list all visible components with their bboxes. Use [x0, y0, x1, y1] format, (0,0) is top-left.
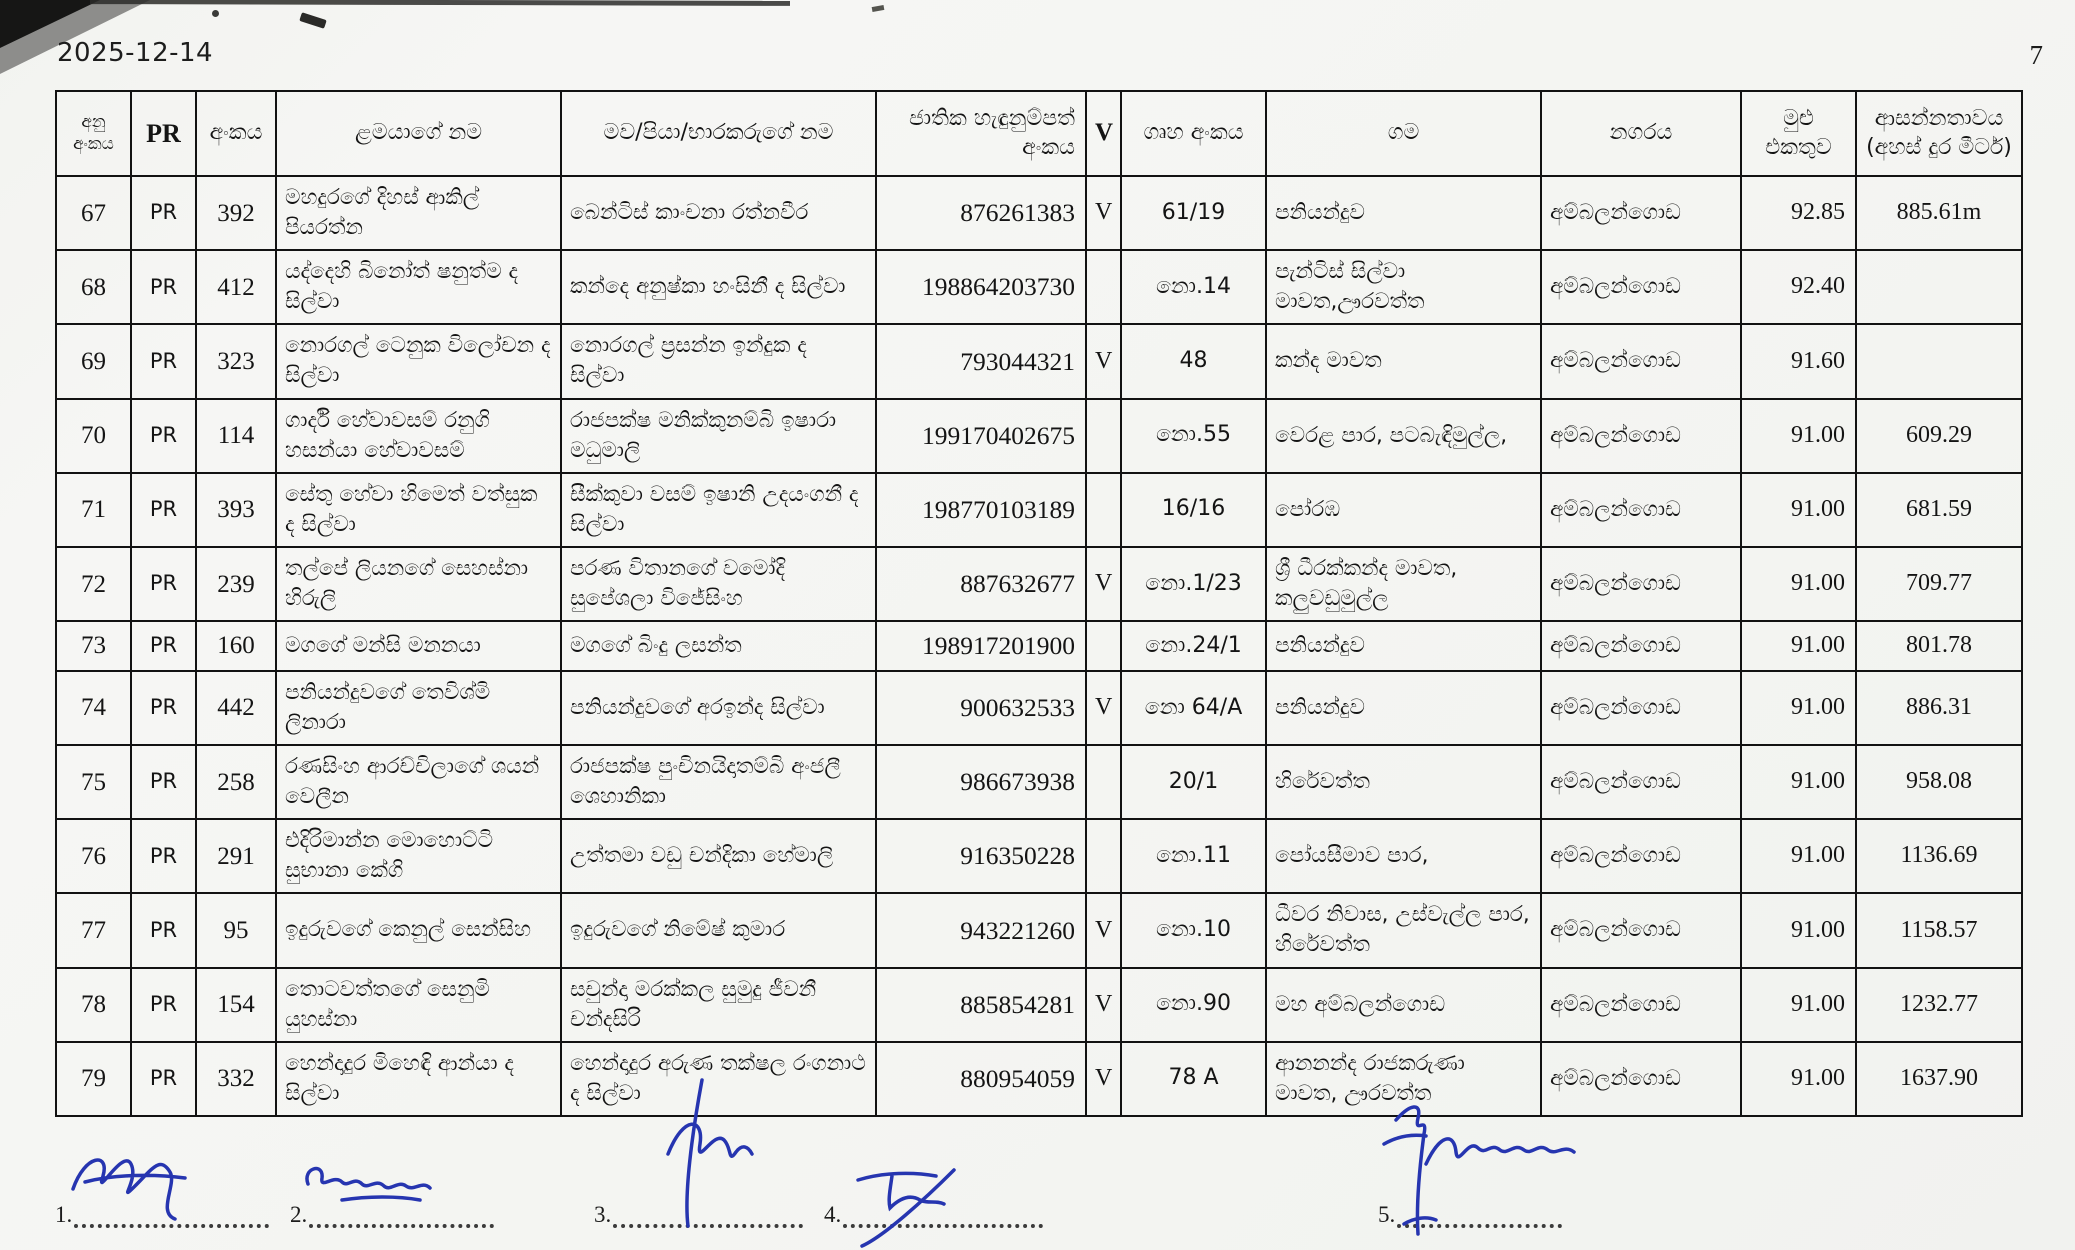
cell-guardian-name: ඉදුරුවගේ නිමේෂ් කුමාර	[561, 893, 876, 967]
signature-ink	[844, 1150, 1014, 1250]
header-number: අංකය	[196, 91, 276, 176]
cell-guardian-name: මගගේ බිංදු ලසන්ත	[561, 621, 876, 671]
cell-number: 442	[196, 671, 276, 745]
signature-label: 4.	[824, 1202, 842, 1227]
cell-child-name: තල්පේ ලියනගේ සෙහස්නා හිරුලි	[276, 547, 561, 621]
header-town: නගරය	[1541, 91, 1741, 176]
cell-guardian-name: රාජපක්ෂ පුංචිනයිදාතම්බි අංජලී ශෙහානිකා	[561, 745, 876, 819]
cell-town: අම්බලන්ගොඩ	[1541, 893, 1741, 967]
cell-guardian-name: උත්තමා වඩු චන්දිකා හේමාලි	[561, 819, 876, 893]
cell-child-name: රණසිංහ ආරච්චිලාගේ ශයන් වෙලීන	[276, 745, 561, 819]
table-row	[56, 671, 2022, 745]
cell-town: අම්බලන්ගොඩ	[1541, 176, 1741, 250]
cell-pr: PR	[131, 473, 196, 547]
cell-pr: PR	[131, 399, 196, 473]
cell-nic: 198770103189	[876, 473, 1086, 547]
cell-v	[1086, 621, 1121, 671]
cell-town: අම්බලන්ගොඩ	[1541, 324, 1741, 398]
cell-town: අම්බලන්ගොඩ	[1541, 547, 1741, 621]
cell-no: 74	[56, 671, 131, 745]
cell-distance: 1637.90	[1856, 1042, 2022, 1116]
cell-distance	[1856, 324, 2022, 398]
cell-guardian-name: පරණ විතානගේ වමෝදි සුපේශලා විජේසිංහ	[561, 547, 876, 621]
cell-house-no: 78 A	[1121, 1042, 1266, 1116]
page-number: 7	[2029, 40, 2043, 70]
cell-pr: PR	[131, 324, 196, 398]
cell-total: 91.00	[1741, 893, 1856, 967]
cell-house-no: නො.1/23	[1121, 547, 1266, 621]
cell-pr: PR	[131, 671, 196, 745]
records-table	[55, 90, 2023, 1117]
cell-town: අම්බලන්ගොඩ	[1541, 250, 1741, 324]
cell-child-name: එදිරිමාන්න මොහොට්ටි සුභානා කේගි	[276, 819, 561, 893]
cell-child-name: නොරගල් ටෙනුක විලෝචන ද සිල්වා	[276, 324, 561, 398]
cell-no: 79	[56, 1042, 131, 1116]
cell-distance: 609.29	[1856, 399, 2022, 473]
cell-nic: 198917201900	[876, 621, 1086, 671]
table-row	[56, 176, 2022, 250]
cell-child-name: තොටවත්තගේ සෙනුමි යුහස්නා	[276, 968, 561, 1042]
cell-guardian-name: නොරගල් ප්‍රසන්න ඉන්දුක ද සිල්වා	[561, 324, 876, 398]
cell-house-no: නො.24/1	[1121, 621, 1266, 671]
signature-slot-4	[824, 1202, 1043, 1228]
cell-total: 91.00	[1741, 473, 1856, 547]
cell-distance	[1856, 250, 2022, 324]
cell-village: පනියන්දුව	[1266, 671, 1541, 745]
cell-total: 91.00	[1741, 968, 1856, 1042]
cell-house-no: 20/1	[1121, 745, 1266, 819]
cell-house-no: නො.55	[1121, 399, 1266, 473]
cell-v	[1086, 473, 1121, 547]
signature-line	[309, 1224, 494, 1228]
cell-nic: 198864203730	[876, 250, 1086, 324]
cell-nic: 943221260	[876, 893, 1086, 967]
cell-number: 114	[196, 399, 276, 473]
cell-child-name: හෙන්දාදුර මිහෙඳි ආන්යා ද සිල්වා	[276, 1042, 561, 1116]
cell-v: V	[1086, 324, 1121, 398]
cell-village: පෝරඹ	[1266, 473, 1541, 547]
table-row	[56, 1042, 2022, 1116]
cell-v: V	[1086, 176, 1121, 250]
cell-pr: PR	[131, 745, 196, 819]
signature-row	[0, 1150, 2075, 1240]
cell-nic: 900632533	[876, 671, 1086, 745]
cell-no: 77	[56, 893, 131, 967]
cell-total: 91.00	[1741, 671, 1856, 745]
cell-number: 392	[196, 176, 276, 250]
cell-village: ආනනන්ද රාජකරුණා මාවත, ඌරවත්ත	[1266, 1042, 1541, 1116]
cell-house-no: නො.14	[1121, 250, 1266, 324]
cell-no: 71	[56, 473, 131, 547]
cell-town: අම්බලන්ගොඩ	[1541, 399, 1741, 473]
cell-village: පනියන්දුව	[1266, 621, 1541, 671]
cell-village: ශ්‍රී ධීරක්කන්ද මාවත, කලුවඩුමුල්ල	[1266, 547, 1541, 621]
cell-village: පනියන්දුව	[1266, 176, 1541, 250]
cell-number: 258	[196, 745, 276, 819]
cell-child-name: යද්දෙහි බිනෝත් ෂනුත්ම ද සිල්වා	[276, 250, 561, 324]
cell-nic: 199170402675	[876, 399, 1086, 473]
cell-total: 91.60	[1741, 324, 1856, 398]
table-body	[56, 176, 2022, 1116]
cell-distance: 1136.69	[1856, 819, 2022, 893]
table-row	[56, 819, 2022, 893]
scan-speck	[299, 12, 327, 29]
cell-distance: 1232.77	[1856, 968, 2022, 1042]
signature-line	[1397, 1224, 1562, 1228]
cell-pr: PR	[131, 547, 196, 621]
cell-total: 91.00	[1741, 621, 1856, 671]
cell-no: 67	[56, 176, 131, 250]
cell-child-name: සේතු හේවා හිමෙත් වත්සුක ද සිල්වා	[276, 473, 561, 547]
cell-house-no: 61/19	[1121, 176, 1266, 250]
cell-no: 69	[56, 324, 131, 398]
cell-number: 239	[196, 547, 276, 621]
signature-line	[74, 1224, 269, 1228]
table-header-row	[56, 91, 2022, 176]
table-row	[56, 547, 2022, 621]
cell-total: 92.85	[1741, 176, 1856, 250]
cell-nic: 986673938	[876, 745, 1086, 819]
cell-number: 291	[196, 819, 276, 893]
cell-guardian-name: බෙන්ටිස් කාංචනා රත්නවීර	[561, 176, 876, 250]
cell-distance: 709.77	[1856, 547, 2022, 621]
cell-v: V	[1086, 671, 1121, 745]
cell-total: 91.00	[1741, 547, 1856, 621]
cell-house-no: නො.90	[1121, 968, 1266, 1042]
cell-pr: PR	[131, 968, 196, 1042]
cell-village: පැන්ටිස් සිල්වා මාවත,ඌරවත්ත	[1266, 250, 1541, 324]
cell-nic: 887632677	[876, 547, 1086, 621]
cell-child-name: මහදුරගේ දිහස් ආකිල් පියරත්න	[276, 176, 561, 250]
cell-no: 70	[56, 399, 131, 473]
signature-slot-1	[55, 1202, 269, 1228]
cell-house-no: නො 64/A	[1121, 671, 1266, 745]
cell-house-no: 16/16	[1121, 473, 1266, 547]
cell-village: වෙරළ පාර, පටබැඳිමුල්ල,	[1266, 399, 1541, 473]
cell-village: හිරේවත්ත	[1266, 745, 1541, 819]
header-distance: ආසන්නතාවය (අහස් දුර මීටර්)	[1856, 91, 2022, 176]
signature-ink	[298, 1154, 478, 1220]
header-house-no: ගෘහ අංකය	[1121, 91, 1266, 176]
cell-distance: 886.31	[1856, 671, 2022, 745]
header-nic: ජාතික හැඳුනුම්පත් අංකය	[876, 91, 1086, 176]
cell-v	[1086, 819, 1121, 893]
scan-edge-artifact	[90, 0, 790, 6]
cell-total: 91.00	[1741, 745, 1856, 819]
signature-slot-3	[594, 1202, 803, 1228]
cell-child-name: මගගේ මන්සි මනනයා	[276, 621, 561, 671]
table-row	[56, 968, 2022, 1042]
cell-guardian-name: සචුන්දා මරක්කල සුමුදු ජීවනී චන්දසිරි	[561, 968, 876, 1042]
cell-nic: 793044321	[876, 324, 1086, 398]
cell-no: 68	[56, 250, 131, 324]
cell-child-name: ඉදුරුවගේ කෙනුල් සෙන්සිහ	[276, 893, 561, 967]
cell-total: 91.00	[1741, 1042, 1856, 1116]
signature-label: 1.	[55, 1202, 73, 1227]
cell-distance: 801.78	[1856, 621, 2022, 671]
cell-house-no: 48	[1121, 324, 1266, 398]
cell-guardian-name: සීක්කුවා වසම් ඉෂානි උදයංගනී ද සිල්වා	[561, 473, 876, 547]
cell-pr: PR	[131, 1042, 196, 1116]
cell-guardian-name: රාජපක්ෂ මනික්කුනම්බි ඉෂාරා මධුමාලි	[561, 399, 876, 473]
scan-speck	[212, 10, 219, 17]
cell-v: V	[1086, 893, 1121, 967]
table-row	[56, 745, 2022, 819]
cell-total: 91.00	[1741, 399, 1856, 473]
table-row	[56, 473, 2022, 547]
cell-pr: PR	[131, 621, 196, 671]
cell-nic: 876261383	[876, 176, 1086, 250]
cell-nic: 880954059	[876, 1042, 1086, 1116]
cell-v	[1086, 399, 1121, 473]
cell-no: 73	[56, 621, 131, 671]
document-date: 2025-12-14	[57, 38, 214, 68]
signature-line	[843, 1224, 1043, 1228]
cell-no: 72	[56, 547, 131, 621]
cell-no: 75	[56, 745, 131, 819]
header-v: V	[1086, 91, 1121, 176]
cell-guardian-name: කන්දෙ අනුෂ්කා හංසිනී ද සිල්වා	[561, 250, 876, 324]
signature-slot-2	[290, 1202, 494, 1228]
cell-child-name: පනියන්දුවගේ තෙවිශ්මි ලිනාරා	[276, 671, 561, 745]
table-row	[56, 621, 2022, 671]
scan-speck	[872, 5, 885, 12]
cell-village: කන්ද මාවත	[1266, 324, 1541, 398]
header-village: ගම	[1266, 91, 1541, 176]
cell-distance: 681.59	[1856, 473, 2022, 547]
header-child-name: ළමයාගේ නම	[276, 91, 561, 176]
cell-guardian-name: හෙන්දාදුර අරුණ තක්ෂල රංගනාථ ද සිල්වා	[561, 1042, 876, 1116]
cell-total: 92.40	[1741, 250, 1856, 324]
signature-label: 5.	[1378, 1202, 1396, 1227]
cell-number: 332	[196, 1042, 276, 1116]
table-row	[56, 893, 2022, 967]
cell-distance: 1158.57	[1856, 893, 2022, 967]
cell-v	[1086, 250, 1121, 324]
records-table-wrapper	[55, 90, 2021, 1117]
cell-pr: PR	[131, 250, 196, 324]
cell-number: 154	[196, 968, 276, 1042]
cell-town: අම්බලන්ගොඩ	[1541, 968, 1741, 1042]
cell-town: අම්බලන්ගොඩ	[1541, 671, 1741, 745]
cell-v: V	[1086, 1042, 1121, 1116]
cell-village: ධීවර නිවාස, උස්වැල්ල පාර, හිරේවත්ත	[1266, 893, 1541, 967]
cell-town: අම්බලන්ගොඩ	[1541, 819, 1741, 893]
signature-line	[613, 1224, 803, 1228]
signature-slot-5	[1378, 1202, 1562, 1228]
cell-nic: 916350228	[876, 819, 1086, 893]
cell-number: 393	[196, 473, 276, 547]
header-guardian-name: මව/පියා/භාරකරුගේ නම	[561, 91, 876, 176]
cell-number: 323	[196, 324, 276, 398]
cell-v: V	[1086, 547, 1121, 621]
header-pr: PR	[131, 91, 196, 176]
cell-number: 95	[196, 893, 276, 967]
cell-child-name: ගාර්දි හේවාවසම් රනුගි හසන්යා හේවාවසම්	[276, 399, 561, 473]
cell-distance: 958.08	[1856, 745, 2022, 819]
cell-guardian-name: පනියන්දුවගේ අරඉන්ද සිල්වා	[561, 671, 876, 745]
signature-label: 3.	[594, 1202, 612, 1227]
cell-v: V	[1086, 968, 1121, 1042]
table-row	[56, 250, 2022, 324]
cell-house-no: නො.11	[1121, 819, 1266, 893]
cell-v	[1086, 745, 1121, 819]
cell-town: අම්බලන්ගොඩ	[1541, 621, 1741, 671]
signature-ink	[65, 1134, 245, 1224]
cell-nic: 885854281	[876, 968, 1086, 1042]
signature-label: 2.	[290, 1202, 308, 1227]
cell-distance: 885.61m	[1856, 176, 2022, 250]
cell-village: මහ අම්බලන්ගොඩ	[1266, 968, 1541, 1042]
cell-pr: PR	[131, 819, 196, 893]
header-total: මුළු එකතුව	[1741, 91, 1856, 176]
cell-village: පෝයසීමාව පාර,	[1266, 819, 1541, 893]
cell-no: 76	[56, 819, 131, 893]
table-row	[56, 324, 2022, 398]
cell-town: අම්බලන්ගොඩ	[1541, 745, 1741, 819]
table-row	[56, 399, 2022, 473]
cell-number: 412	[196, 250, 276, 324]
header-serial-no: අනු අංකය	[56, 91, 131, 176]
cell-total: 91.00	[1741, 819, 1856, 893]
cell-no: 78	[56, 968, 131, 1042]
cell-town: අම්බලන්ගොඩ	[1541, 1042, 1741, 1116]
cell-pr: PR	[131, 176, 196, 250]
cell-pr: PR	[131, 893, 196, 967]
cell-house-no: නො.10	[1121, 893, 1266, 967]
cell-number: 160	[196, 621, 276, 671]
cell-town: අම්බලන්ගොඩ	[1541, 473, 1741, 547]
